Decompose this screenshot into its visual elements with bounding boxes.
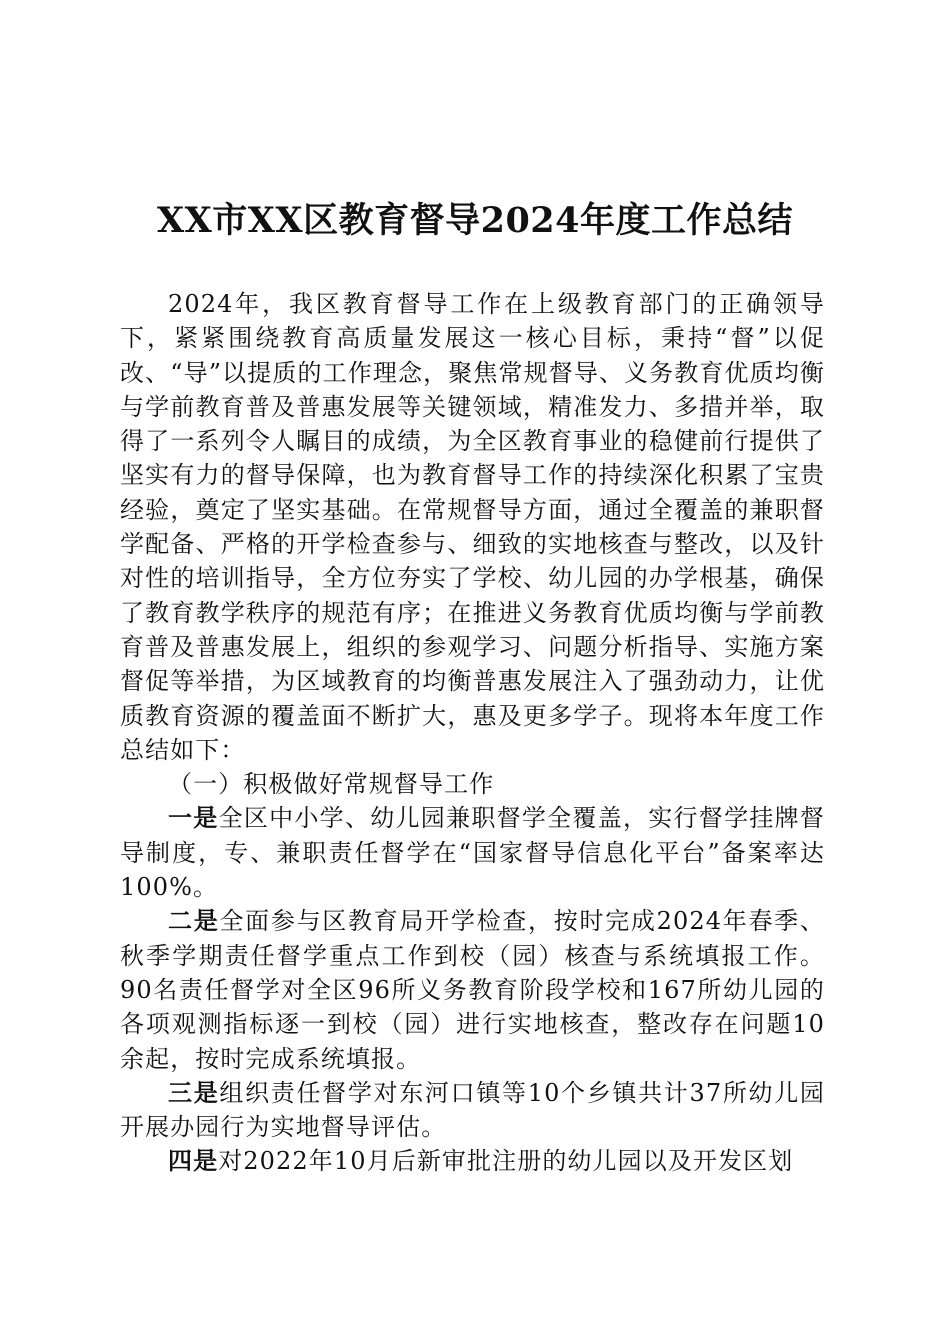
item-paragraph-1 — [120, 801, 825, 904]
document-title: XX市XX区教育督导2024年度工作总结 — [156, 200, 794, 241]
item-lead: 二是 — [168, 906, 220, 936]
item-lead: 一是 — [168, 803, 219, 833]
item-text: 全区中小学、幼儿园兼职督学全覆盖，实行督学挂牌督导制度，专、兼职责任督学在“国家督导信息化平台”备案率达100%。 — [120, 804, 825, 902]
item-text: 对2022年10月后新审批注册的幼儿园以及开发区划 — [218, 1147, 794, 1176]
item-text: 全面参与区教育局开学检查，按时完成2024年春季、秋季学期责任督学重点工作到校（园）核查与系统填报工作。90名责任督学对全区96所义务教育阶段学校和167所幼儿园的各项观测指标逐一到校（园）进行实地核查，整改存在问题10余起，按时完成系统填报。 — [120, 907, 825, 1073]
item-paragraph-4 — [120, 1144, 825, 1178]
item-paragraph-2 — [120, 904, 825, 1075]
item-paragraph-3 — [120, 1076, 825, 1145]
section-heading: （一）积极做好常规督导工作 — [168, 770, 495, 799]
item-text: 组织责任督学对东河口镇等10个乡镇共计37所幼儿园开展办园行为实地督导评估。 — [120, 1078, 826, 1142]
item-lead: 四是 — [168, 1146, 219, 1176]
document-body — [120, 287, 825, 1179]
item-lead: 三是 — [168, 1077, 220, 1107]
intro-paragraph: 2024年，我区教育督导工作在上级教育部门的正确领导下，紧紧围绕教育高质量发展这一核心目标，秉持“督”以促改、“导”以提质的工作理念，聚焦常规督导、义务教育优质均衡与学前教育普及普惠发展等关键领域，精准发力、多措并举，取得了一系列令人瞩目的成绩，为全区教育事业的稳健前行提供了坚实有力的督导保障，也为教育督导工作的持续深化积累了宝贵经验，奠定了坚实基础。在常规督导方面，通过全覆盖的兼职督学配备、严格的开学检查参与、细致的实地核查与整改，以及针对性的培训指导，全方位夯实了学校、幼儿园的办学根基，确保了教育教学秩序的规范有序；在推进义务教育优质均衡与学前教育普及普惠发展上，组织的参观学习、问题分析指导、实施方案督促等举措，为区域教育的均衡普惠发展注入了强劲动力，让优质教育资源的覆盖面不断扩大，惠及更多学子。现将本年度工作总结如下： — [120, 290, 825, 764]
